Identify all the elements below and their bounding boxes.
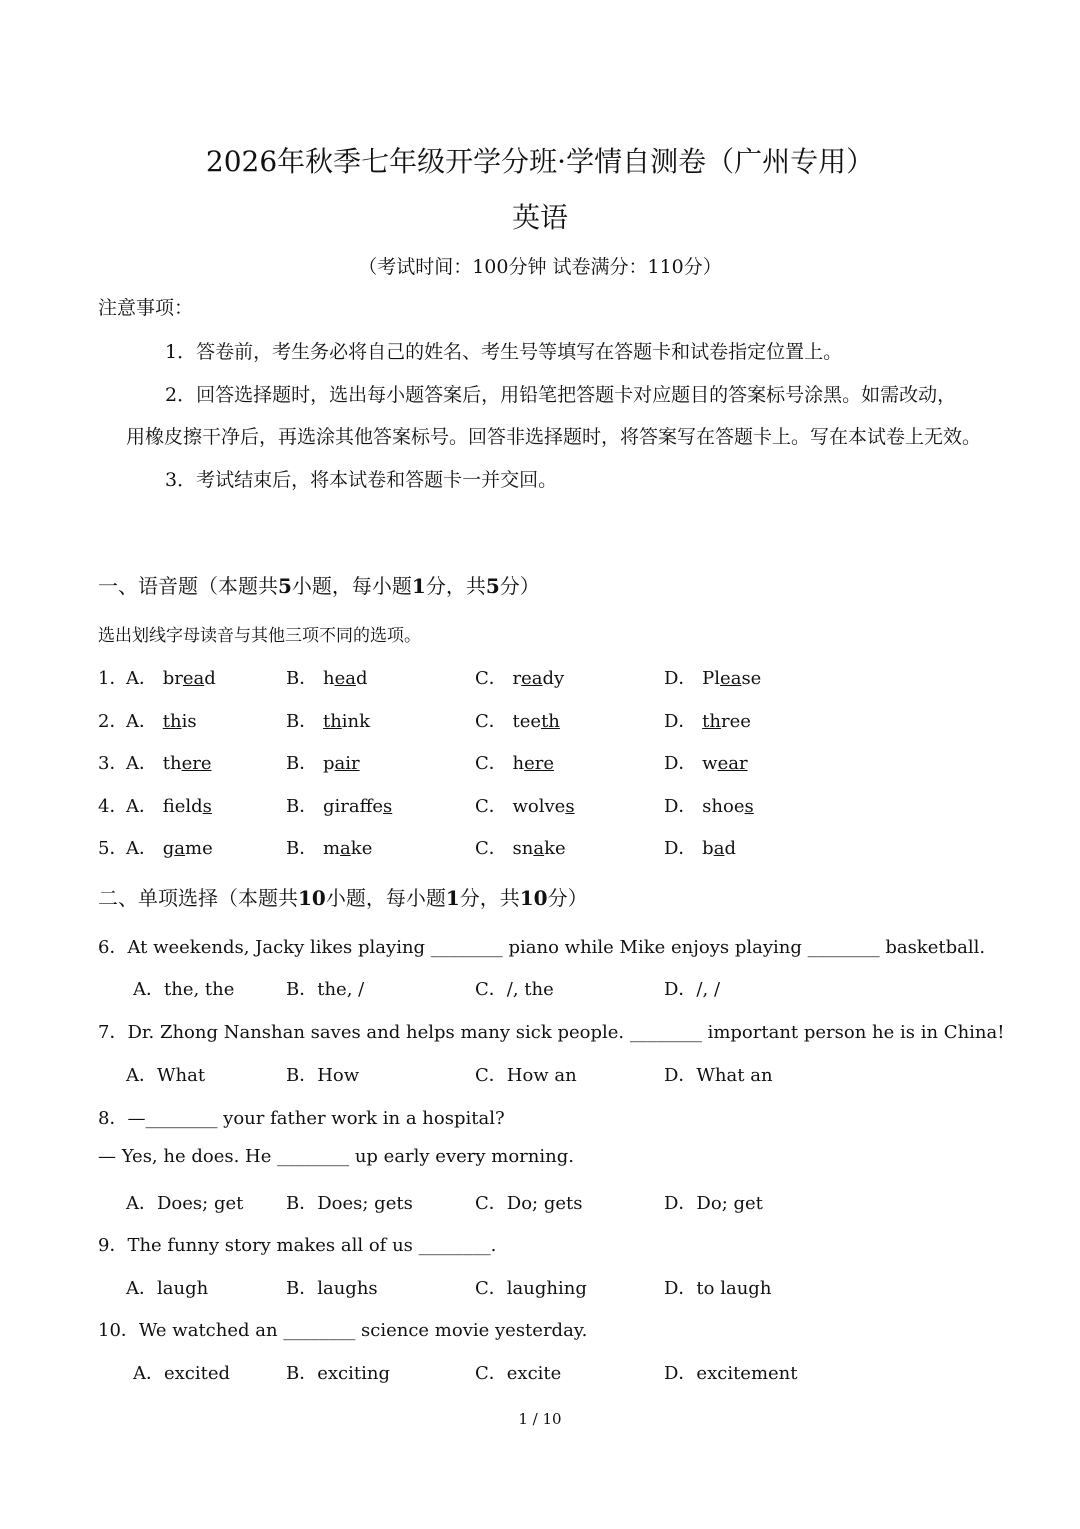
question-7-option-b: B．How xyxy=(286,1065,360,1086)
underlined-letters: ear xyxy=(717,753,748,774)
word-part: sn xyxy=(512,838,534,859)
question-10-option-c: C．excite xyxy=(475,1363,562,1384)
question-9-option-c: C．laughing xyxy=(475,1278,587,1299)
question-9-option-a: A．laugh xyxy=(126,1278,209,1299)
word-part: dy xyxy=(542,668,565,689)
word-part: r xyxy=(512,668,522,689)
notes-heading: 注意事项： xyxy=(98,297,194,319)
underlined-letters: s xyxy=(383,796,393,817)
question-4-option-a xyxy=(126,792,212,818)
option-letter: A． xyxy=(126,796,157,817)
question-10-option-d: D．excitement xyxy=(664,1363,798,1384)
option-letter: D． xyxy=(664,711,697,732)
question-2-option-d xyxy=(664,707,751,733)
word-part: d xyxy=(204,668,216,689)
question-4-option-d xyxy=(664,792,754,818)
word-part: shoe xyxy=(702,796,745,817)
question-1-number: 1． xyxy=(98,668,128,689)
question-2-option-a xyxy=(126,707,197,733)
underlined-letters: a xyxy=(713,838,725,859)
option-letter: D． xyxy=(664,753,697,774)
option-letter: B． xyxy=(286,668,318,689)
question-5-option-d xyxy=(664,834,736,860)
question-10-text: 10．We watched an ________ science movie yesterday. xyxy=(98,1320,588,1341)
word-part: me xyxy=(185,838,213,859)
underlined-letters: ea xyxy=(521,668,543,689)
underlined-letters: ea xyxy=(182,668,205,689)
question-3-option-a xyxy=(126,749,211,775)
question-7-option-c: C．How an xyxy=(475,1065,577,1086)
question-9-option-d: D．to laugh xyxy=(664,1278,772,1299)
underlined-letters: a xyxy=(533,838,545,859)
question-3-option-b xyxy=(286,749,360,775)
underlined-letters: s xyxy=(744,796,754,817)
option-letter: D． xyxy=(664,796,697,817)
option-letter: A． xyxy=(126,668,157,689)
word-part: p xyxy=(322,753,335,774)
option-letter: C． xyxy=(475,753,507,774)
option-letter: C． xyxy=(475,796,507,817)
question-6-option-c: C．/, the xyxy=(475,979,554,1000)
question-6-option-d: D．/, / xyxy=(664,979,721,1000)
option-letter: A． xyxy=(126,753,157,774)
note-item: 2．回答选择题时，选出每小题答案后，用铅笔把答题卡对应题目的答案标号涂黑。如需改动， xyxy=(165,384,957,406)
word-part: ke xyxy=(350,838,373,859)
question-4-option-c xyxy=(475,792,575,818)
question-10-option-b: B．exciting xyxy=(286,1363,390,1384)
word-part: tee xyxy=(512,711,542,732)
word-part: ink xyxy=(341,711,371,732)
word-part: ree xyxy=(721,711,751,732)
question-9-text: 9．The funny story makes all of us ________. xyxy=(98,1235,497,1256)
word-part: b xyxy=(702,838,714,859)
question-8-option-c: C．Do; gets xyxy=(475,1193,583,1214)
word-part: h xyxy=(512,753,525,774)
question-5-option-b xyxy=(286,834,372,860)
word-part: giraffe xyxy=(322,796,384,817)
option-letter: B． xyxy=(286,711,318,732)
option-letter: A． xyxy=(126,711,157,732)
underlined-letters: air xyxy=(334,753,360,774)
word-part: d xyxy=(355,668,368,689)
underlined-letters: a xyxy=(340,838,351,859)
question-3-option-c xyxy=(475,749,554,775)
word-part: wolve xyxy=(512,796,566,817)
question-7-option-d: D．What an xyxy=(664,1065,773,1086)
underlined-letters: th xyxy=(162,711,182,732)
underlined-letters: ea xyxy=(334,668,356,689)
question-10-option-a: A．excited xyxy=(133,1363,231,1384)
underlined-letters: a xyxy=(174,838,185,859)
option-letter: A． xyxy=(126,838,157,859)
question-5-number: 5． xyxy=(98,838,128,859)
question-6-option-a: A．the, the xyxy=(133,979,235,1000)
word-part: h xyxy=(322,668,335,689)
exam-info: （考试时间：100分钟 试卷满分：110分） xyxy=(358,256,722,278)
question-8-text-2: — Yes, he does. He ________ up early every morning. xyxy=(98,1146,574,1167)
option-letter: D． xyxy=(664,838,697,859)
question-5-option-a xyxy=(126,834,213,860)
question-3-number: 3． xyxy=(98,753,128,774)
question-1-option-c xyxy=(475,664,564,690)
question-1-option-b xyxy=(286,664,367,690)
word-part: th xyxy=(162,753,182,774)
question-1-option-a xyxy=(126,664,216,690)
option-letter: C． xyxy=(475,668,507,689)
underlined-letters: th xyxy=(322,711,342,732)
note-item: 用橡皮擦干净后，再选涂其他答案标号。回答非选择题时，将答案写在答题卡上。写在本试卷上无效。 xyxy=(126,426,982,448)
underlined-letters: ea xyxy=(720,668,742,689)
option-letter: B． xyxy=(286,838,318,859)
note-item: 3．考试结束后，将本试卷和答题卡一并交回。 xyxy=(165,469,558,491)
section-1-title: 一、语音题（本题共5小题，每小题1分，共5分） xyxy=(98,574,540,598)
word-part: ke xyxy=(544,838,566,859)
question-7-option-a: A．What xyxy=(126,1065,206,1086)
word-part: Pl xyxy=(702,668,721,689)
question-4-option-b xyxy=(286,792,392,818)
word-part: br xyxy=(162,668,183,689)
question-7-text: 7．Dr. Zhong Nanshan saves and helps many sick people. ________ important person he is in China! xyxy=(98,1022,1005,1043)
question-8-option-b: B．Does; gets xyxy=(286,1193,413,1214)
word-part: is xyxy=(181,711,197,732)
underlined-letters: ere xyxy=(181,753,212,774)
question-5-option-c xyxy=(475,834,566,860)
question-2-option-b xyxy=(286,707,370,733)
note-item: 1．答卷前，考生务必将自己的姓名、考生号等填写在答题卡和试卷指定位置上。 xyxy=(165,341,843,363)
word-part: m xyxy=(322,838,341,859)
question-2-option-c xyxy=(475,707,560,733)
exam-subject: 英语 xyxy=(511,201,568,234)
question-9-option-b: B．laughs xyxy=(286,1278,378,1299)
question-8-text: 8．—________ your father work in a hospital? xyxy=(98,1108,505,1129)
option-letter: C． xyxy=(475,711,507,732)
word-part: d xyxy=(724,838,736,859)
question-6-text: 6．At weekends, Jacky likes playing ________ piano while Mike enjoys playing ________ basketball. xyxy=(98,937,986,958)
question-1-option-d xyxy=(664,664,761,690)
question-2-number: 2． xyxy=(98,711,128,732)
option-letter: C． xyxy=(475,838,507,859)
page-number: 1 / 10 xyxy=(518,1410,562,1428)
section-1-instruction: 选出划线字母读音与其他三项不同的选项。 xyxy=(98,626,421,646)
question-3-option-d xyxy=(664,749,748,775)
underlined-letters: ere xyxy=(524,753,555,774)
section-2-title: 二、单项选择（本题共10小题，每小题1分，共10分） xyxy=(98,886,588,910)
word-part: w xyxy=(702,753,718,774)
exam-title: 2026年秋季七年级开学分班·学情自测卷（广州专用） xyxy=(205,145,875,178)
word-part: field xyxy=(162,796,203,817)
underlined-letters: s xyxy=(202,796,212,817)
underlined-letters: s xyxy=(565,796,575,817)
word-part: se xyxy=(741,668,762,689)
option-letter: B． xyxy=(286,796,318,817)
question-8-option-d: D．Do; get xyxy=(664,1193,763,1214)
question-6-option-b: B．the, / xyxy=(286,979,365,1000)
underlined-letters: th xyxy=(541,711,560,732)
question-4-number: 4． xyxy=(98,796,128,817)
option-letter: B． xyxy=(286,753,318,774)
word-part: g xyxy=(162,838,175,859)
question-8-option-a: A．Does; get xyxy=(126,1193,244,1214)
option-letter: D． xyxy=(664,668,697,689)
underlined-letters: th xyxy=(702,711,721,732)
